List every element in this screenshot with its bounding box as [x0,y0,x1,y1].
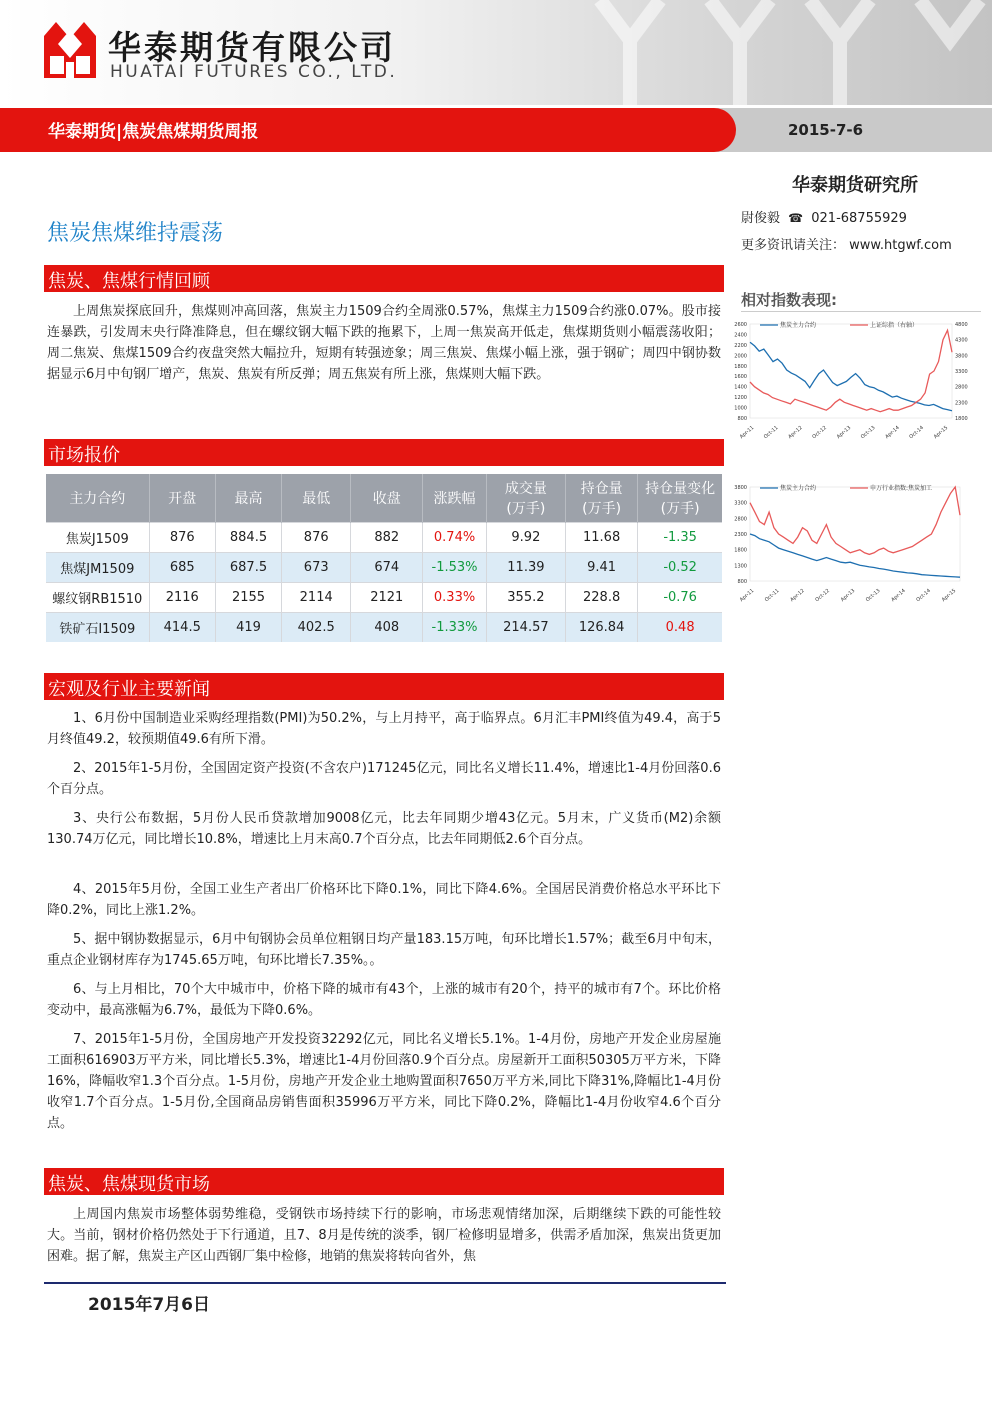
table-header-label: (万手) [660,501,700,517]
website-line [741,234,952,253]
x-tick-label: Oct-14 [915,587,933,604]
y-tick-label: 2800 [734,516,747,523]
table-cell: 螺纹钢RB1510 [46,583,149,613]
spot-paragraph: 上周国内焦炭市场整体弱势维稳，受钢铁市场持续下行的影响，市场悲观情绪加深，后期继续下跌的可能性较大。当前，钢材价格仍然处于下行通道，且7、8月是传统的淡季，钢厂检修明显增多，供需矛盾加深，焦炭出货更加困难。据了解，焦炭主产区山西钢厂集中检修，地销的焦炭将转向省外，焦 [47,1207,721,1264]
table-header-label: 成交量 [504,481,547,497]
table-header-label: 主力合约 [69,491,126,507]
table-cell: 882 [351,523,423,553]
table-cell: 铁矿石I1509 [46,613,149,643]
x-tick-label: Apr-15 [940,587,958,604]
phone-icon: ☎ [788,211,804,225]
y-tick-label: 2200 [734,342,747,349]
y-tick-label: 1000 [734,405,747,412]
table-header-label: (万手) [506,501,546,517]
section-market-title: 市场报价 [48,445,120,466]
report-title: 华泰期货|焦炭焦煤期货周报 [48,122,259,142]
col-high [215,474,281,523]
website-link[interactable]: www.htgwf.com [849,238,952,253]
table-cell: 焦炭J1509 [46,523,149,553]
section-news-title: 宏观及行业主要新闻 [48,679,210,700]
footer-divider [44,1282,726,1284]
table-cell: 0.48 [638,613,722,643]
chart-coke-vs-industry [728,477,974,607]
table-cell: 0.74% [423,523,487,553]
table-cell: 2116 [149,583,215,613]
col-contract [46,474,149,523]
y-tick-label: 2000 [734,353,747,360]
table-header-label: 开盘 [168,491,197,507]
col-openinterest [565,474,637,523]
x-tick-label: Apr-14 [890,587,907,604]
y2-tick-label: 4300 [955,337,968,344]
x-tick-label: Apr-12 [789,587,806,604]
news-item: 2、2015年1-5月份，全国固定资产投资(不含农户)171245亿元，同比名义增长11.4%，增速比1-4月份回落0.6个百分点。 [47,761,721,797]
section-spot-header [44,1168,724,1195]
table-cell: 687.5 [215,553,281,583]
news-item: 4、2015年5月份，全国工业生产者出厂价格环比下降0.1%，同比下降4.6%。全国居民消费价格总水平环比下降0.2%，同比上涨1.2%。 [47,882,721,918]
chart-2-svg [728,477,974,607]
legend-label: 焦炭主力合约 [780,485,817,492]
col-low [282,474,351,523]
table-cell: 884.5 [215,523,281,553]
x-tick-label: Oct-12 [814,587,832,604]
section-review-title: 焦炭、焦煤行情回顾 [48,271,210,292]
x-tick-label: Oct-11 [763,587,781,604]
legend-label: 申万行业指数:焦炭加工 [870,485,933,492]
table-cell: 2121 [351,583,423,613]
plot-area [750,487,960,581]
table-cell: 9.92 [486,523,565,553]
x-tick-label: Apr-14 [884,424,901,441]
relative-index-divider [741,311,981,312]
table-header-label: 持仓量变化 [645,481,716,497]
x-tick-label: Apr-11 [738,587,756,604]
analyst-name: 尉俊毅 [741,211,781,226]
table-cell: 0.33% [423,583,487,613]
y-tick-label: 1800 [734,363,747,370]
y2-tick-label: 1800 [955,416,968,422]
table-cell: -1.33% [423,613,487,643]
chart-coke-vs-shanghai [728,314,974,444]
y2-tick-label: 2300 [955,400,968,407]
col-change [423,474,487,523]
table-row [46,613,722,643]
analyst-contact [741,207,907,226]
institute-name: 华泰期货研究所 [792,175,918,196]
table-cell: 673 [282,553,351,583]
x-tick-label: Apr-11 [738,424,756,441]
x-tick-label: Oct-11 [762,424,780,441]
table-cell: 876 [282,523,351,553]
main-title: 焦炭焦煤维持震荡 [47,221,224,246]
company-name-en: HUATAI FUTURES CO., LTD. [110,62,398,82]
relative-index-title: 相对指数表现: [741,291,837,309]
table-row [46,523,722,553]
table-cell: 355.2 [486,583,565,613]
y-tick-label: 2600 [734,322,747,328]
x-tick-label: Oct-13 [859,424,877,441]
table-cell: -0.52 [638,553,722,583]
report-date: 2015-7-6 [788,121,864,139]
y2-tick-label: 3800 [955,353,968,360]
table-cell: 419 [215,613,281,643]
table-header-label: 涨跌幅 [433,491,476,507]
table-cell: 408 [351,613,423,643]
x-tick-label: Oct-13 [864,587,882,604]
table-cell: 674 [351,553,423,583]
y-tick-label: 1200 [734,395,747,402]
table-cell: 685 [149,553,215,583]
table-header-label: (万手) [582,501,622,517]
x-tick-label: Oct-14 [908,424,926,441]
x-tick-label: Apr-15 [932,424,950,441]
table-cell: 9.41 [565,553,637,583]
table-header-label: 持仓量 [580,481,623,497]
table-row [46,583,722,613]
y-tick-label: 2300 [734,532,747,538]
x-tick-label: Apr-12 [787,424,804,441]
news-item: 1、6月份中国制造业采购经理指数(PMI)为50.2%，与上月持平，高于临界点。6月汇丰PMI终值为49.4，高于5月终值49.2，较预期值49.6有所下滑。 [47,711,721,747]
y2-tick-label: 2800 [955,384,968,391]
table-row [46,553,722,583]
x-tick-label: Oct-12 [811,424,829,441]
section-review-header [44,265,724,292]
price-table [46,474,722,642]
table-cell: 214.57 [486,613,565,643]
x-tick-label: Apr-13 [835,424,853,441]
table-cell: -1.53% [423,553,487,583]
x-tick-label: Apr-13 [839,587,857,604]
news-item: 6、与上月相比，70个大中城市中，价格下降的城市有43个，上涨的城市有20个，持平的城市有7个。环比价格变动中，最高涨幅为6.7%，最低为下降0.6%。 [47,982,721,1018]
y-tick-label: 3800 [734,485,747,491]
chart-1-svg [728,314,974,444]
y-tick-label: 800 [737,579,747,585]
table-cell: 2114 [282,583,351,613]
y-tick-label: 2400 [734,332,747,339]
y2-tick-label: 4800 [955,322,968,328]
col-volume [486,474,565,523]
table-cell: -1.35 [638,523,722,553]
table-cell: 焦煤JM1509 [46,553,149,583]
y-tick-label: 1600 [734,374,747,381]
company-logo [42,22,98,80]
section-news-header [44,673,724,700]
table-header-label: 最高 [234,491,263,507]
table-cell: 2155 [215,583,281,613]
y-tick-label: 3300 [734,500,747,507]
y2-tick-label: 3300 [955,369,968,375]
header-decoration [560,0,992,105]
legend-label: 焦炭主力合约 [780,322,817,329]
news-item: 3、央行公布数据，5月份人民币贷款增加9008亿元，比去年同期少增43亿元。5月末，广义货币(M2)余额130.74万亿元，同比增长10.8%，增速比上月末高0.7个百分点，比去年同期低2.6个百分点。 [47,811,721,847]
col-open [149,474,215,523]
table-cell: 402.5 [282,613,351,643]
table-header-row [46,474,722,523]
company-name-cn: 华泰期货有限公司 [108,28,396,67]
table-cell: 126.84 [565,613,637,643]
table-cell: 11.39 [486,553,565,583]
section-spot-title: 焦炭、焦煤现货市场 [48,1174,210,1195]
analyst-phone: 021-68755929 [811,211,907,226]
table-cell: 876 [149,523,215,553]
table-cell: -0.76 [638,583,722,613]
col-close [351,474,423,523]
table-cell: 228.8 [565,583,637,613]
table-cell: 414.5 [149,613,215,643]
news-item: 5、据中钢协数据显示，6月中旬钢协会员单位粗钢日均产量183.15万吨，旬环比增长1.57%；截至6月中旬末，重点企业钢材库存为1745.65万吨，旬环比增长7.35%。。 [47,932,721,968]
news-item: 7、2015年1-5月份，全国房地产开发投资32292亿元，同比名义增长5.1%。1-4月份，房地产开发企业房屋施工面积616903万平方米，同比增长5.3%，增速比1-4月份回落0.9个百分点。房屋新开工面积50305万平方米，下降16%，降幅收窄1.3个百分点。1-5月份，房地产开发企业土地购置面积7650万平方米,同比下降31%,降幅比1-4月份收窄1.7个百分点。1-5月份,全国商品房销售面积35996万平方米，同比下降0.2%，降幅比1-4月份收窄4.6个百分点。 [47,1032,721,1131]
y-tick-label: 800 [737,416,747,422]
table-header-label: 最低 [302,491,331,507]
website-label: 更多资讯请关注： [741,238,846,253]
legend-label: 上证综指（右轴） [870,322,919,329]
footer-date: 2015年7月6日 [88,1295,210,1315]
table-cell: 11.68 [565,523,637,553]
table-header-label: 收盘 [372,491,401,507]
col-oi-change [638,474,722,523]
y-tick-label: 1300 [734,563,747,570]
y-tick-label: 1400 [734,384,747,391]
review-paragraph: 上周焦炭探底回升，焦煤则冲高回落，焦炭主力1509合约全周涨0.57%，焦煤主力1509合约涨0.07%。股市接连暴跌，引发周末央行降准降息，但在螺纹钢大幅下跌的拖累下，上周一焦炭高开低走，焦煤期货则小幅震荡收阳；周二焦炭、焦煤1509合约夜盘突然大幅拉升，短期有转强迹象；周三焦炭、焦煤小幅上涨，强于钢矿；周四中钢协数据显示6月中旬钢厂增产，焦炭、焦炭有所反弹；周五焦炭有所上涨，焦煤则大幅下跌。 [47,304,721,382]
section-market-header [44,439,724,466]
y-tick-label: 1800 [734,547,747,554]
